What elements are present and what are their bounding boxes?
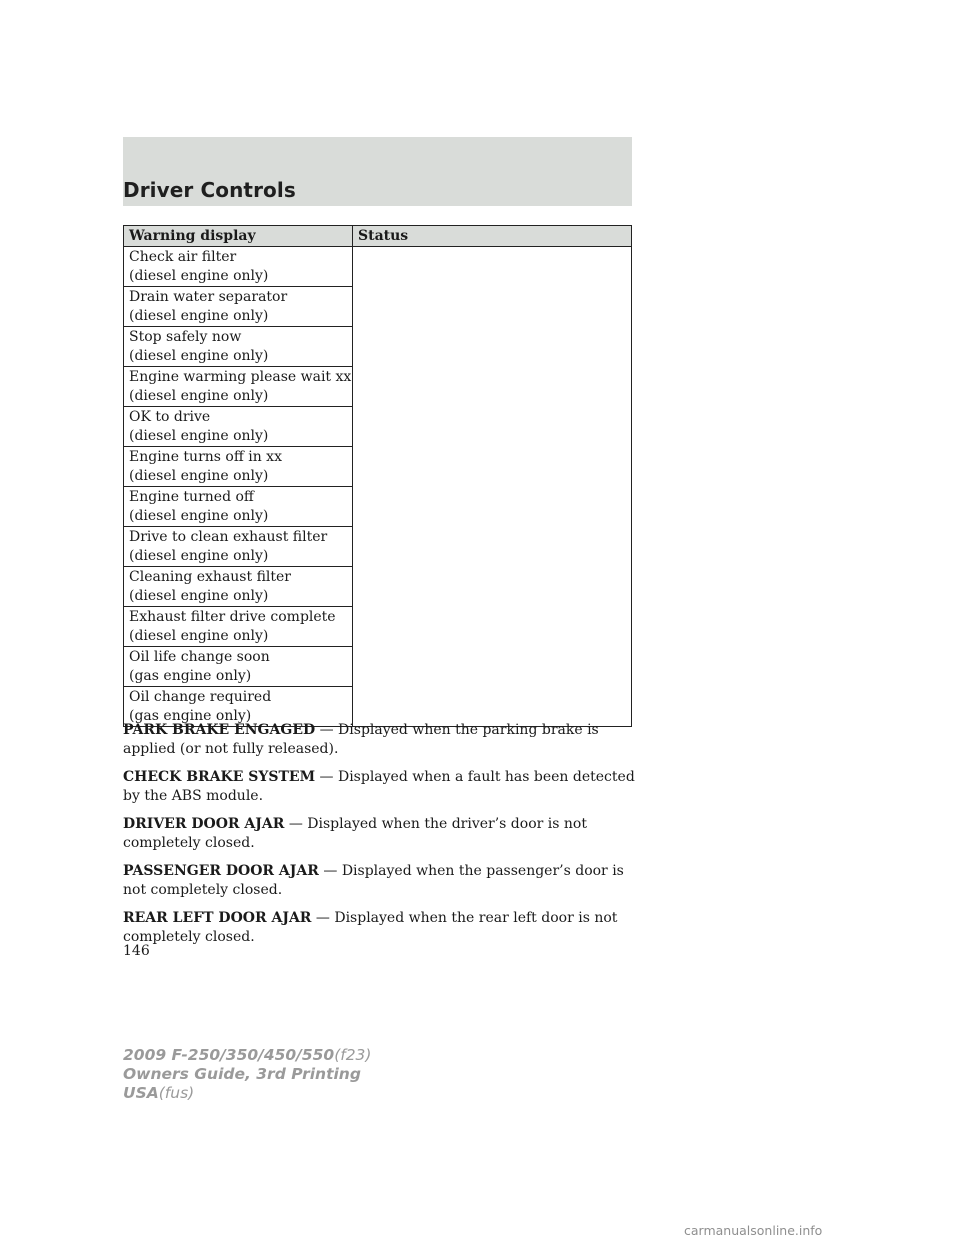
warning-descriptions [123, 721, 643, 956]
footer-model-line [123, 1046, 371, 1065]
footer-region-code: (fus) [158, 1084, 195, 1102]
footer-region: USA [123, 1084, 159, 1102]
warning-text: Check air filter [129, 249, 237, 265]
engine-qualifier: (gas engine only) [129, 668, 252, 684]
warning-term: PARK BRAKE ENGAGED [123, 722, 316, 738]
warning-term: DRIVER DOOR AJAR [123, 816, 285, 832]
warning-text: Engine turned off [129, 489, 254, 505]
warning-display-cell [124, 247, 353, 287]
engine-qualifier: (diesel engine only) [129, 588, 269, 604]
description-paragraph [123, 815, 643, 853]
description-text: applied (or not fully released). [123, 741, 339, 757]
engine-qualifier: (gas engine only) [129, 708, 252, 724]
table-header-row [124, 226, 632, 247]
warning-display-cell [124, 367, 353, 407]
engine-qualifier: (diesel engine only) [129, 428, 269, 444]
warning-text: Oil life change soon [129, 649, 270, 665]
description-paragraph [123, 721, 643, 759]
column-header-warning-display: Warning display [124, 226, 353, 247]
status-cell [353, 247, 632, 727]
description-text: — Displayed when a fault has been detected [315, 769, 635, 785]
footer-region-line [123, 1084, 371, 1103]
warning-display-cell [124, 447, 353, 487]
column-header-status: Status [353, 226, 632, 247]
print-footer [123, 1046, 371, 1103]
warning-text: Stop safely now [129, 329, 242, 345]
description-text: completely closed. [123, 929, 255, 945]
description-paragraph [123, 909, 643, 947]
warning-display-cell [124, 487, 353, 527]
warning-text: Oil change required [129, 689, 272, 705]
warning-display-cell [124, 567, 353, 607]
warning-display-cell [124, 527, 353, 567]
engine-qualifier: (diesel engine only) [129, 628, 269, 644]
warning-display-cell [124, 327, 353, 367]
warning-text: Drive to clean exhaust filter [129, 529, 328, 545]
footer-guide: Owners Guide, 3rd Printing [123, 1065, 361, 1083]
engine-qualifier: (diesel engine only) [129, 388, 269, 404]
engine-qualifier: (diesel engine only) [129, 468, 269, 484]
warning-display-cell [124, 287, 353, 327]
engine-qualifier: (diesel engine only) [129, 508, 269, 524]
description-paragraph [123, 768, 643, 806]
engine-qualifier: (diesel engine only) [129, 268, 269, 284]
warning-term: REAR LEFT DOOR AJAR [123, 910, 312, 926]
description-text: — Displayed when the passenger’s door is [318, 863, 624, 879]
description-text: completely closed. [123, 835, 255, 851]
warning-text: Cleaning exhaust filter [129, 569, 291, 585]
section-title: Driver Controls [123, 178, 296, 202]
warning-text: Exhaust filter drive complete [129, 609, 336, 625]
warning-display-table [123, 225, 632, 727]
description-text: — Displayed when the rear left door is not [311, 910, 618, 926]
warning-text: Drain water separator [129, 289, 288, 305]
warning-text: Engine turns off in xx [129, 449, 282, 465]
description-text: — Displayed when the driver’s door is not [284, 816, 587, 832]
warning-term: PASSENGER DOOR AJAR [123, 863, 319, 879]
warning-term: CHECK BRAKE SYSTEM [123, 769, 316, 785]
description-paragraph [123, 862, 643, 900]
site-watermark: carmanualsonline.info [684, 1223, 823, 1238]
engine-qualifier: (diesel engine only) [129, 348, 269, 364]
footer-model-code: (f23) [334, 1046, 372, 1064]
engine-qualifier: (diesel engine only) [129, 308, 269, 324]
description-text: by the ABS module. [123, 788, 264, 804]
warning-display-cell [124, 647, 353, 687]
warning-text: OK to drive [129, 409, 211, 425]
warning-display-cell [124, 407, 353, 447]
engine-qualifier: (diesel engine only) [129, 548, 269, 564]
page-number: 146 [123, 943, 150, 959]
warning-text: Engine warming please wait xx [129, 369, 352, 385]
footer-model: 2009 F-250/350/450/550 [123, 1046, 335, 1064]
description-text: — Displayed when the parking brake is [315, 722, 599, 738]
description-text: not completely closed. [123, 882, 283, 898]
table-row [124, 247, 632, 287]
warning-display-cell [124, 607, 353, 647]
